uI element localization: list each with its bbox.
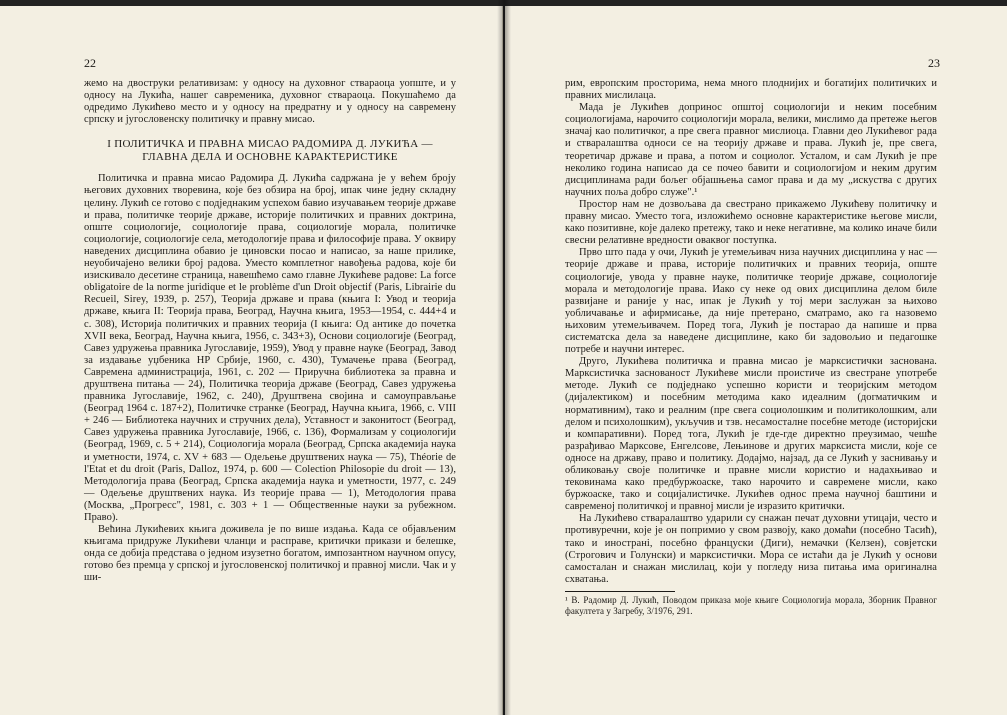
page-number: 22: [84, 56, 96, 70]
section-heading: [84, 138, 456, 164]
text-column: [84, 78, 456, 585]
paragraph: Простор нам не дозвољава да свестрано прикажемо Лукићеву политичку и правну мисао. Уместо тога, изложићемо основне карактеристике његове мисли, како позитивне, које далеко претежу, тако и неке негативне, ма колико иначе били свесни релативне вредности оваквог поступка.: [565, 198, 937, 247]
text-column: [565, 78, 937, 617]
section-heading-line: ГЛАВНА ДЕЛА И ОСНОВНЕ КАРАКТЕРИСТИКЕ: [142, 151, 398, 164]
paragraph: Друго, Лукићева политичка и правна мисао је марксистички заснована. Марксистичка заснованост Лукићеве мисли проистиче из свестране употребе методе. Лукић се подједнако успешно користи и теоријским методом (дијалектиком) и посебним методима како идеалним (догматичким и нормативним), тако и реалним (пре свега социолошким и политиколошким, али делом и психолошким), укључив и тзв. несамосталне посебне методе (историјски и компаративни). Поред тога, Лукић је где-где директно преузимао, чешће разрађивао Марксове, Енгелсове, Лењинове и других марксиста мисли, које се односе на државу, право и политику. Додајмо, најзад, да се Лукић у заснивању и обликовању своје политичке и правне мисли користио и надахњивао и тековинама како предбуржоаске, тако нарочито и савремене мисли, како буржоаске, тако и социјалистичке. Лукићев однос према научној баштини и савременој политичкој и правној мисли је изразито критички.: [565, 356, 937, 513]
paragraph: Прво што пада у очи, Лукић је утемељивач низа научних дисциплина у нас — теорије државе и права, историје политичких и правних теорија, опште социологије, увода у правне науке, политичке теорије државе, социологије морала и методологије права. Иако су неке од ових дисциплина делом биле развијане и раније у нас, ипак је Лукић у тој мери заслужан за њихово уобличавање и афирмисање, да није претерано, сматрамо, ако га назовемо њиховим утемељивачем. Поред тога, Лукић је постарао да напише и прва систематска дела за наведене дисциплине, како би задовољио и педагошке потребе и научни интерес.: [565, 247, 937, 356]
paragraph: Већина Лукићевих књига доживела је по више издања. Када се објављеним књигама придруже Лукићеви чланци и расправе, критички прикази и белешке, онда се добија представа о једном изузетно богатом, импозантном научном опусу, готово без премца у српској и југословенској политичкој и правној мисли. Чак и у ши-: [84, 524, 456, 584]
section-heading-line: I ПОЛИТИЧКА И ПРАВНА МИСАО РАДОМИРА Д. ЛУКИЋА —: [107, 138, 433, 151]
paragraph: Политичка и правна мисао Радомира Д. Лукића садржана је у већем броју његових духовних творевина, које без обзира на број, ипак чине једну складну целину. Лукић се готово с подједнаким успехом бавио изучавањем теорије државе и права, политичке теорије државе, историје политичких и правних доктрина, опште социологије, социологије права, социологије морала, политичке социологије, социологије села, методологије права и философије права. У оквиру наведених дисциплина обавио је циновски посао и написао, за наше прилике, неуобичајено велики број радова. Уместо комплетног навођења радова, које би изискивало десетине страница, навешћемо само главне Лукићеве радове: La force obligatoire de la norme juridique et le problème d'un Droit objectif (Paris, Librairie du Recueil, Sirey, 1939, p. 257), Теорија државе и права (књига I: Увод и теорија државе, књига II: Теорија права, Београд, Научна књига, 1953—1954, с. 444+4 и с. 308), Историја политичких и правних теорија (I књига: Од антике до почетка XVII века, Београд, Научна књига, 1956, с. 343+3), Основи социологије (Београд, Савез удружења правника Југославије, 1959), Увод у правне науке (Београд, Завод за издавање уџбеника НР Србије, 1960, с. 430), Тумачење права (Београд, Савремена администрација, 1961, с. 202 — Приручна библиотека за правна и друштвена питања — 24), Политичка теорија државе (Београд, Савез удружења правника Југославије, 1962, с. 240), Друштвена својина и самоуправљање (Београд 1964 с. 187+2), Политичке странке (Београд, Научна књига, 1966, с. VIII + 246 — Библиотека научних и стручних дела), Уставност и законитост (Београд, Савез удружења правника Југославије, 1966, с. 136), Формализам у социологији (Београд, 1969, с. 5 + 214), Социологија морала (Београд, Српска академија наука и уметности, 1974, с. XV + 683 — Одељење друштвених наука — 75), Théorie de l'Etat et du droit (Paris, Dalloz, 1974, p. 600 — Colection Philosopie du droit — 13), Методологија права (Београд, Српска академија наука и уметности, 1977, с. 249 — Одељење друштвених наука. Из теорије права — 1), Методология права (Москва, „Прогресс", 1981, с. 303 + 1 — Общественные науки за рубежном. Право).: [84, 173, 456, 523]
footnote: ¹ В. Радомир Д. Лукић, Поводом приказа моје књиге Социологија морала, Зборник Правног факултета у Загребу, 3/1976, 291.: [565, 594, 937, 616]
footnote-rule: [565, 591, 675, 592]
paragraph: На Лукићево стваралаштво ударили су снажан печат духовни утицаји, често и противуречни, које је он попримио у свом развоју, како домаћи (посебно Тасић), тако и иностранi, посебно француски (Диги), немачки (Келзен), совјетски (Строгович и Голунски) и марксистички. Мора се истаћи да је Лукић у основи самосталан и снажан мислилац, који у погледу низа питања има оригинална схватања.: [565, 513, 937, 585]
paragraph: Мада је Лукићев допринос општој социологији и неким посебним социологијама, нарочито социологији морала, велики, мислимо да претеже његов значај као политичког, а пре свега правног мислиоца. Главни део Лукићевог рада и стваралаштва односи се на теорију државе и права. Лукић је, пре свега, теоретичар државе и права, а потом и социолог. Усталом, и сам Лукић је пре неколико година написао да се почео бавити и социологијом и неким другим дисциплинама ради бољег објашњења самог права и да му „искуства с других научних поља добро служе".¹: [565, 102, 937, 198]
page-number: 23: [928, 56, 940, 70]
opening-paragraph: рим, европским просторима, нема много плоднијих и богатијих политичких и правних мислилаца.: [565, 78, 937, 102]
opening-paragraph: жемо на двоструки релативизам: у односу на духовног ствараоца уопште, и у односу на Лукића, нашег савременика, духовног ствараоца. Покушаћемо да одредимо Лукићево место и у односу на предратну и у односу на савремену српску и југословенску политичку и правну мисао.: [84, 78, 456, 126]
right-page: [505, 6, 1007, 715]
left-page: [0, 6, 503, 715]
